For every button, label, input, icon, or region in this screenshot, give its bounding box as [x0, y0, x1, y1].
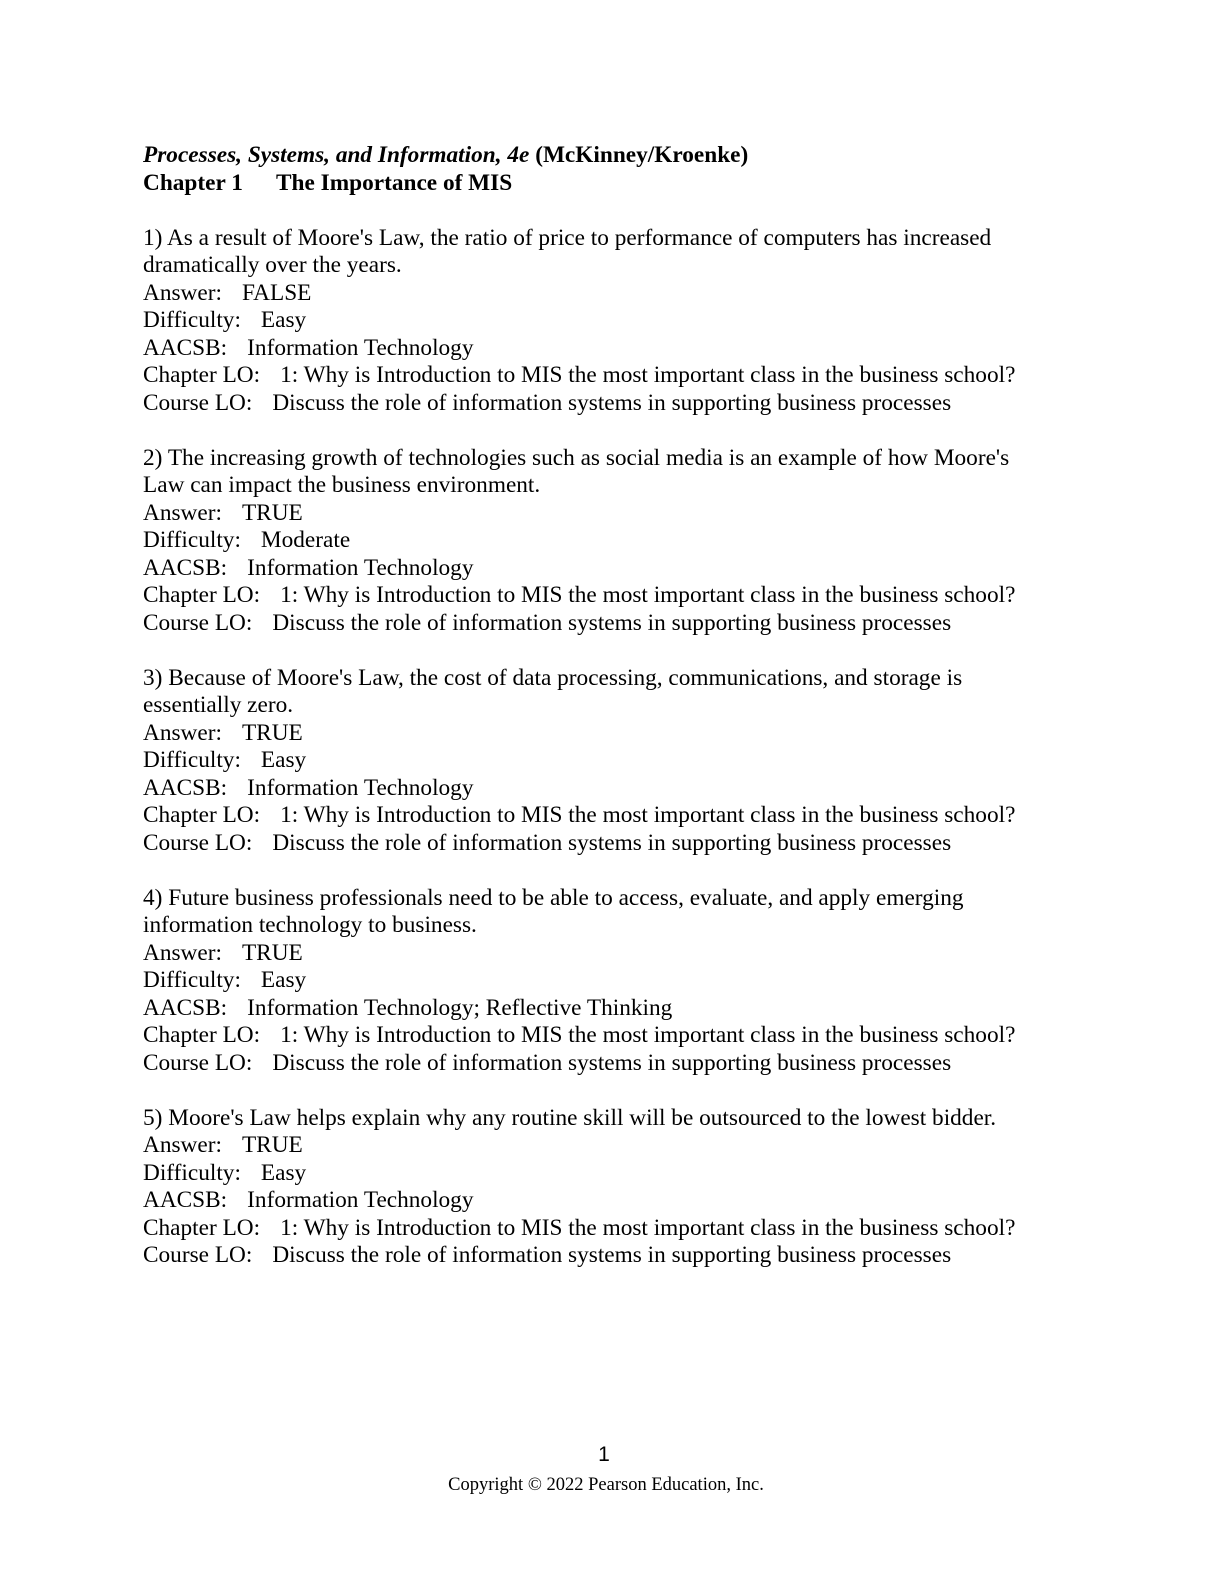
field-label: Chapter LO: — [143, 362, 261, 388]
field-label: Course LO: — [143, 1242, 253, 1268]
field-label: Answer: — [143, 499, 222, 526]
question-aacsb-row — [143, 995, 1103, 1023]
field-label: Difficulty: — [143, 1159, 241, 1186]
question-item — [143, 225, 1103, 418]
field-value: Discuss the role of information systems in supporting business processes — [272, 1049, 952, 1076]
question-item — [143, 665, 1103, 858]
field-label: Answer: — [143, 719, 222, 746]
field-label: Answer: — [143, 279, 222, 306]
chapter-label: Chapter 1 — [143, 169, 243, 196]
question-course-lo-row — [143, 830, 1103, 858]
question-item — [143, 445, 1103, 638]
question-text — [143, 665, 1043, 720]
question-body: Moore's Law helps explain why any routine skill will be outsourced to the lowest bidder. — [168, 1104, 997, 1131]
field-value: 1: Why is Introduction to MIS the most important class in the business school? — [280, 1022, 1016, 1048]
chapter-heading — [143, 170, 1103, 198]
question-body: Future business professionals need to be able to access, evaluate, and apply emerging information technology to business. — [143, 884, 964, 938]
field-label: Chapter LO: — [143, 1022, 261, 1048]
field-label: Course LO: — [143, 389, 253, 416]
page-number: 1 — [598, 1443, 610, 1466]
question-text — [143, 445, 1043, 500]
question-difficulty-row — [143, 527, 1103, 555]
book-authors: (McKinney/Kroenke) — [535, 142, 749, 168]
question-chapter-lo-row — [143, 1022, 1103, 1050]
field-value: Information Technology — [247, 554, 474, 581]
question-number: 3) — [143, 664, 163, 691]
chapter-title: The Importance of MIS — [276, 169, 513, 196]
question-number: 2) — [143, 444, 163, 471]
field-value: TRUE — [241, 719, 303, 746]
field-label: Chapter LO: — [143, 582, 261, 608]
field-value: Information Technology — [247, 774, 474, 801]
question-difficulty-row — [143, 307, 1103, 335]
question-difficulty-row — [143, 1160, 1103, 1188]
question-chapter-lo-row — [143, 1215, 1103, 1243]
field-value: Easy — [260, 967, 307, 993]
field-value: Information Technology — [247, 1187, 474, 1213]
question-course-lo-row — [143, 1050, 1103, 1078]
question-chapter-lo-row — [143, 582, 1103, 610]
field-value: Discuss the role of information systems in supporting business processes — [272, 829, 952, 856]
field-label: Difficulty: — [143, 747, 241, 773]
field-label: Answer: — [143, 1132, 222, 1158]
field-value: Information Technology; Reflective Thinking — [247, 994, 673, 1021]
field-value: Discuss the role of information systems in supporting business processes — [272, 1242, 952, 1268]
field-value: 1: Why is Introduction to MIS the most important class in the business school? — [280, 582, 1016, 608]
copyright-notice: Copyright © 2022 Pearson Education, Inc. — [448, 1475, 764, 1495]
field-label: Chapter LO: — [143, 1214, 261, 1241]
field-label: Chapter LO: — [143, 802, 261, 828]
book-title: Processes, Systems, and Information, 4e — [143, 142, 530, 168]
question-aacsb-row — [143, 775, 1103, 803]
field-label: AACSB: — [143, 774, 228, 801]
question-body: As a result of Moore's Law, the ratio of price to performance of computers has increased dramatically over the years. — [143, 224, 992, 278]
question-answer-row — [143, 940, 1103, 968]
question-difficulty-row — [143, 747, 1103, 775]
question-course-lo-row — [143, 390, 1103, 418]
field-label: Course LO: — [143, 829, 253, 856]
question-aacsb-row — [143, 335, 1103, 363]
field-label: AACSB: — [143, 334, 228, 361]
field-value: Easy — [260, 307, 307, 333]
question-course-lo-row — [143, 610, 1103, 638]
field-label: AACSB: — [143, 554, 228, 581]
question-answer-row — [143, 1132, 1103, 1160]
field-value: 1: Why is Introduction to MIS the most important class in the business school? — [280, 1214, 1016, 1241]
question-text — [143, 225, 1043, 280]
question-chapter-lo-row — [143, 802, 1103, 830]
question-number: 4) — [143, 884, 163, 911]
field-label: AACSB: — [143, 994, 228, 1021]
question-text — [143, 885, 1043, 940]
field-label: Difficulty: — [143, 307, 241, 333]
question-list — [143, 225, 1103, 1270]
field-value: TRUE — [241, 939, 303, 966]
field-value: 1: Why is Introduction to MIS the most important class in the business school? — [280, 362, 1016, 388]
field-value: Easy — [260, 747, 307, 773]
field-value: FALSE — [241, 279, 312, 306]
question-chapter-lo-row — [143, 362, 1103, 390]
field-label: AACSB: — [143, 1187, 228, 1213]
question-aacsb-row — [143, 555, 1103, 583]
document-page — [143, 142, 1103, 1270]
question-answer-row — [143, 280, 1103, 308]
question-answer-row — [143, 720, 1103, 748]
book-title-line — [143, 142, 1103, 170]
field-value: TRUE — [241, 1132, 303, 1158]
question-number: 5) — [143, 1104, 163, 1131]
field-label: Course LO: — [143, 1049, 253, 1076]
field-label: Answer: — [143, 939, 222, 966]
field-value: Discuss the role of information systems in supporting business processes — [272, 609, 952, 636]
question-course-lo-row — [143, 1242, 1103, 1270]
field-value: Information Technology — [247, 334, 474, 361]
question-number: 1) — [143, 224, 163, 251]
field-value: 1: Why is Introduction to MIS the most important class in the business school? — [280, 802, 1016, 828]
field-value: Moderate — [260, 527, 351, 553]
question-aacsb-row — [143, 1187, 1103, 1215]
question-answer-row — [143, 500, 1103, 528]
question-body: The increasing growth of technologies such as social media is an example of how Moore's Law can impact the business environment. — [143, 444, 1010, 498]
question-difficulty-row — [143, 967, 1103, 995]
question-body: Because of Moore's Law, the cost of data processing, communications, and storage is essentially zero. — [143, 664, 963, 718]
field-label: Difficulty: — [143, 527, 241, 553]
field-label: Difficulty: — [143, 967, 241, 993]
question-item — [143, 885, 1103, 1078]
field-value: Discuss the role of information systems in supporting business processes — [272, 389, 952, 416]
field-label: Course LO: — [143, 609, 253, 636]
field-value: TRUE — [241, 499, 303, 526]
question-item — [143, 1105, 1103, 1270]
field-value: Easy — [260, 1159, 307, 1186]
question-text — [143, 1105, 1043, 1133]
